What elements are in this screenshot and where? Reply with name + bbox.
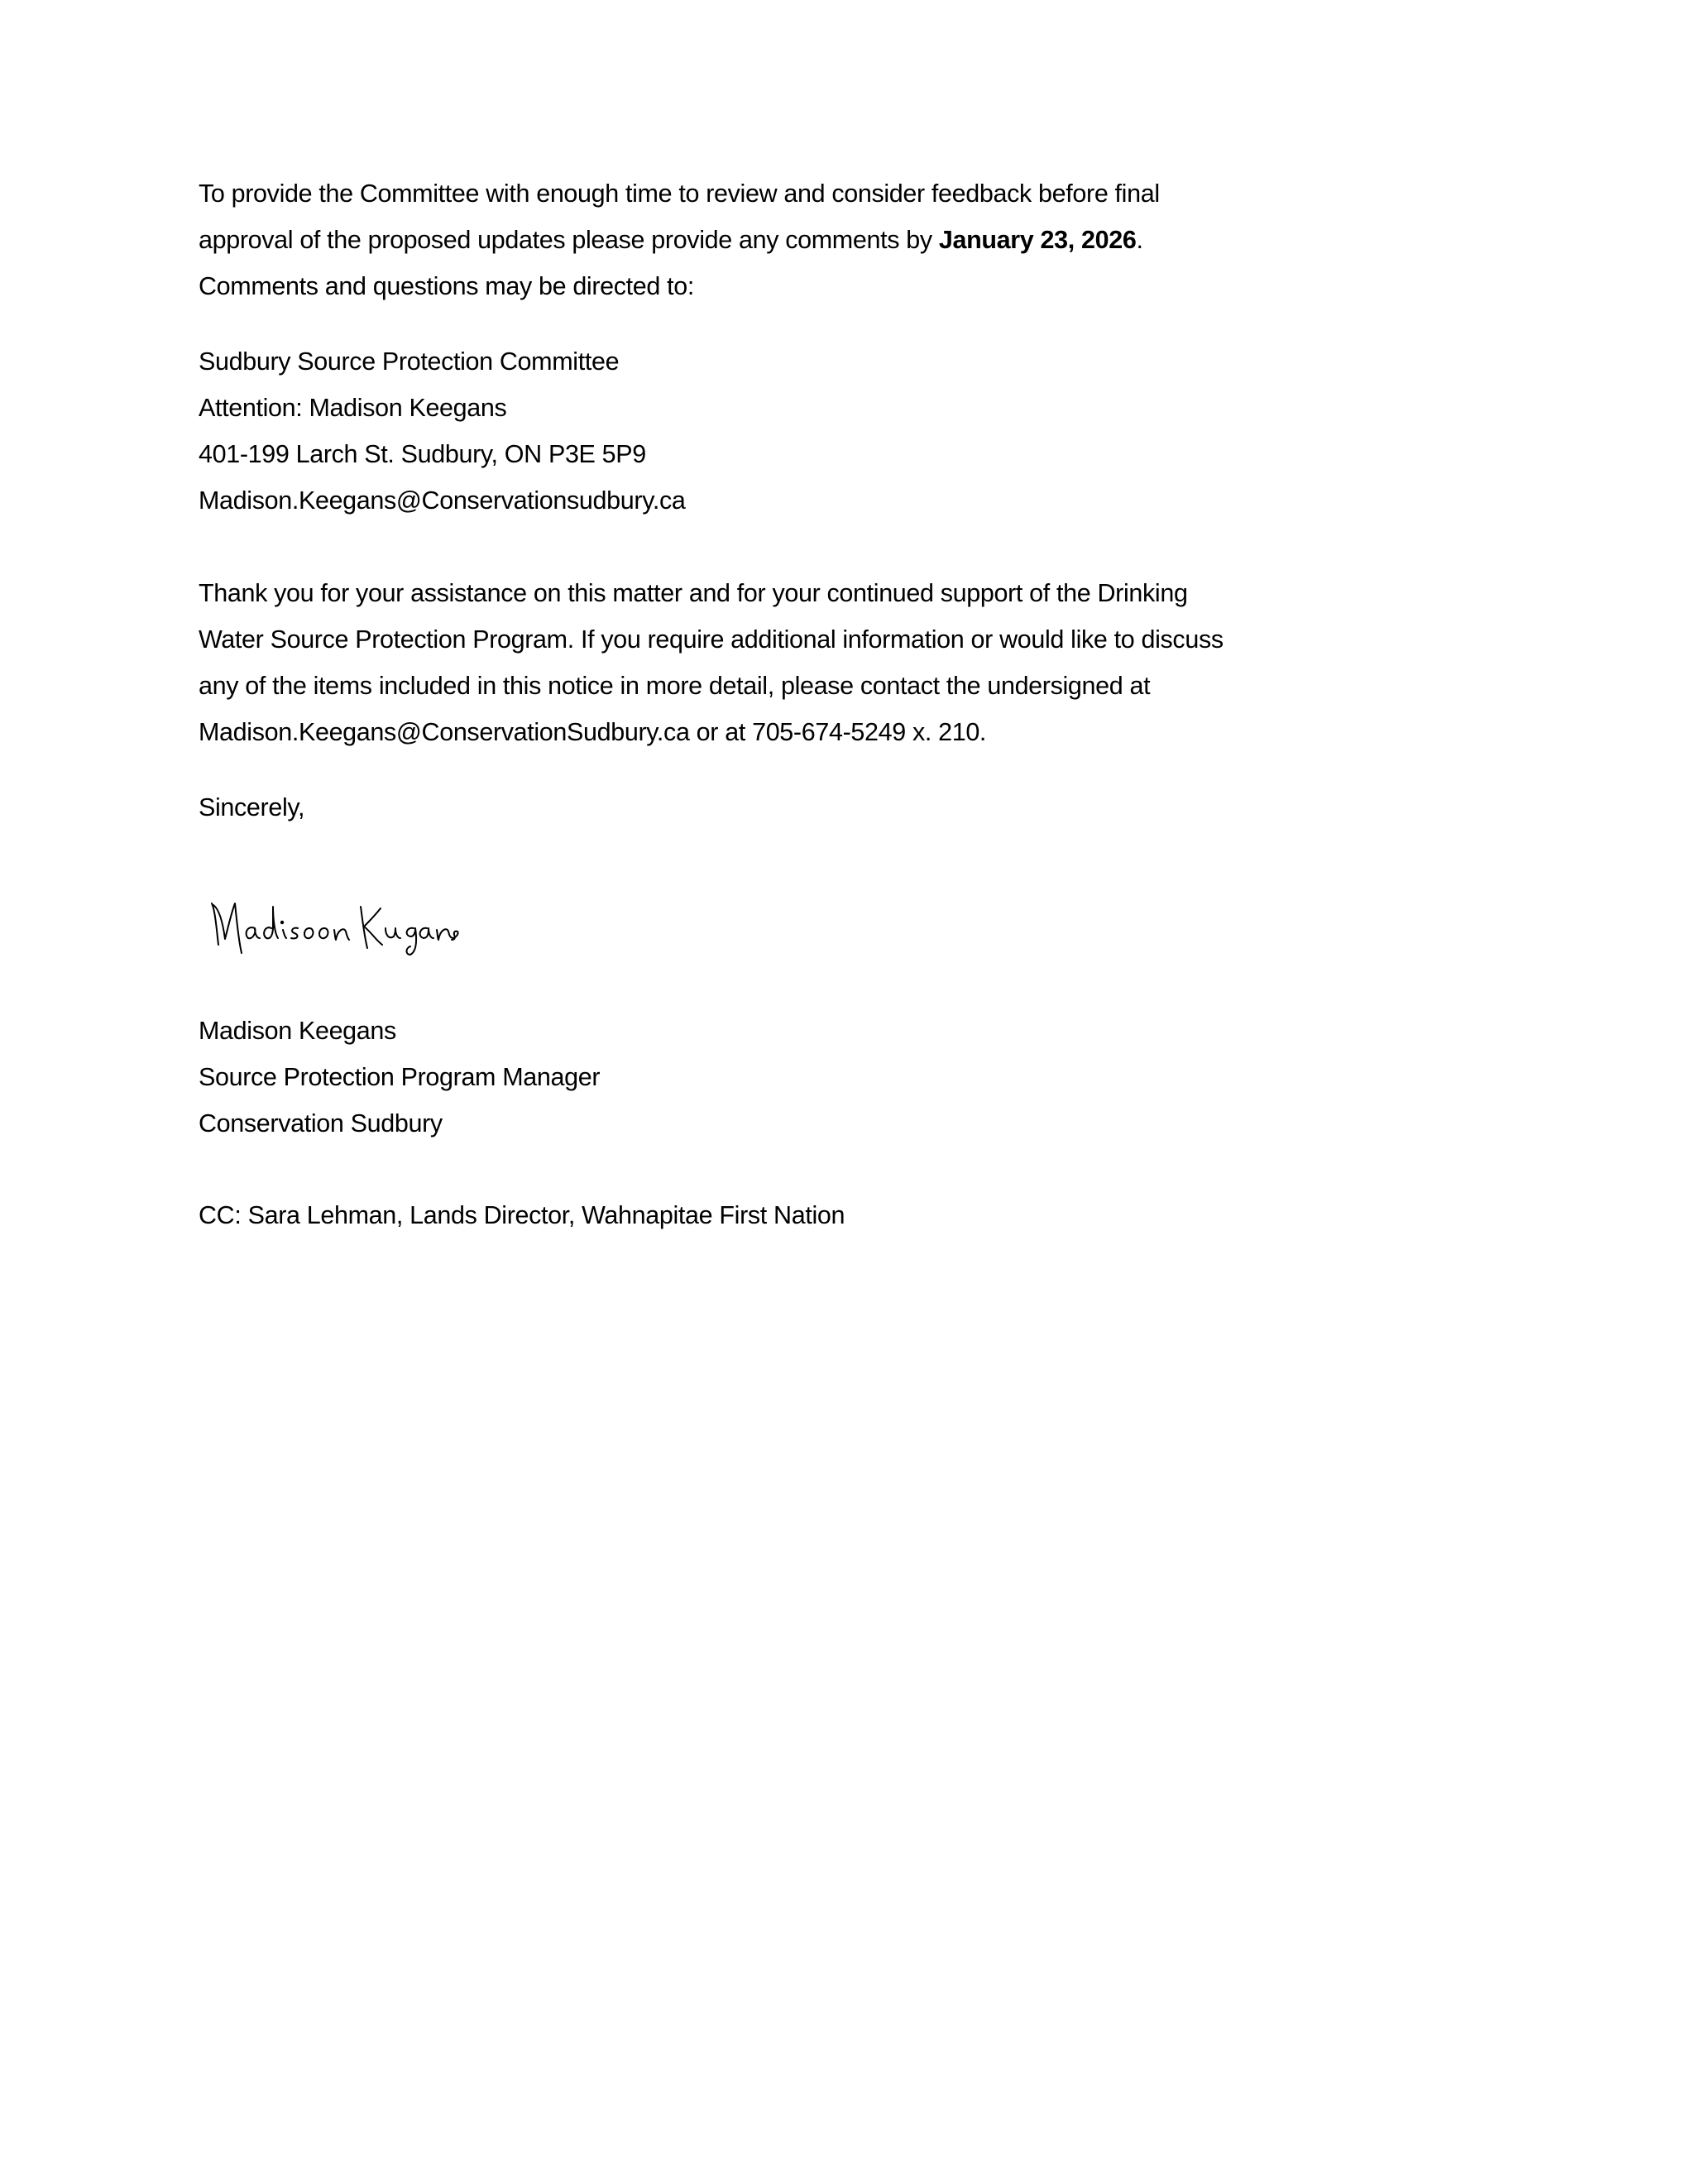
cc-line bbox=[199, 1192, 845, 1238]
paragraph-line: any of the items included in this notice in more detail, please contact the undersigned at bbox=[199, 672, 1151, 700]
paragraph-line: Water Source Protection Program. If you require additional information or would like to discuss bbox=[199, 625, 1224, 654]
contact-email: Madison.Keegans@Conservationsudbury.ca bbox=[199, 486, 686, 515]
signatory-title: Source Protection Program Manager bbox=[199, 1063, 601, 1091]
paragraph-text: approval of the proposed updates please provide any comments by bbox=[199, 226, 939, 254]
signatory-name: Madison Keegans bbox=[199, 1017, 396, 1045]
closing-text: Sincerely, bbox=[199, 793, 305, 821]
attention-line: Attention: Madison Keegans bbox=[199, 394, 507, 422]
contact-address-block bbox=[199, 338, 685, 524]
feedback-request-paragraph bbox=[199, 170, 1160, 309]
street-address: 401-199 Larch St. Sudbury, ON P3E 5P9 bbox=[199, 440, 646, 468]
paragraph-line: Thank you for your assistance on this matter and for your continued support of the Drinking bbox=[199, 579, 1188, 607]
signatory-block bbox=[199, 1008, 600, 1147]
committee-name: Sudbury Source Protection Committee bbox=[199, 347, 620, 376]
paragraph-line: Comments and questions may be directed to: bbox=[199, 272, 695, 300]
cc-text: CC: Sara Lehman, Lands Director, Wahnapitae First Nation bbox=[199, 1201, 845, 1229]
signatory-organization: Conservation Sudbury bbox=[199, 1109, 443, 1138]
thank-you-paragraph bbox=[199, 570, 1224, 755]
paragraph-line: To provide the Committee with enough time to review and consider feedback before final bbox=[199, 180, 1160, 208]
deadline-date: January 23, 2026 bbox=[938, 226, 1137, 254]
paragraph-text: . bbox=[1136, 226, 1143, 254]
closing bbox=[199, 784, 304, 831]
paragraph-line-with-deadline bbox=[199, 217, 1160, 263]
paragraph-line: Madison.Keegans@ConservationSudbury.ca or at 705-674-5249 x. 210. bbox=[199, 718, 987, 746]
handwritten-signature-icon bbox=[207, 893, 463, 960]
